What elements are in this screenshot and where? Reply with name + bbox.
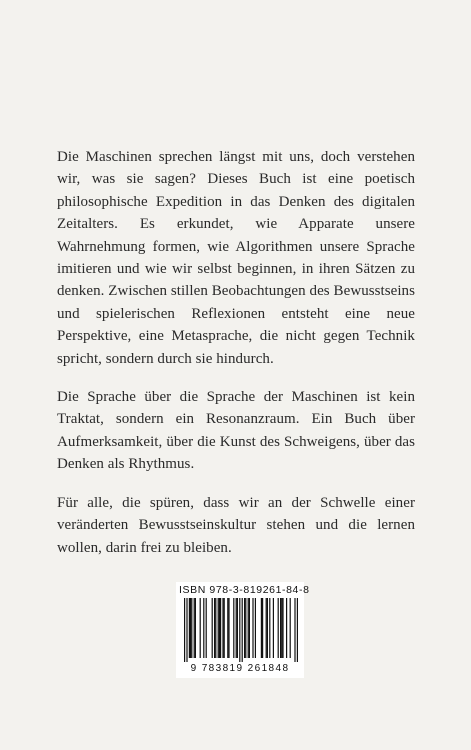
barcode-bar: [190, 598, 191, 658]
barcode-bar: [191, 598, 192, 658]
barcode-bars: [180, 598, 300, 662]
barcode-bar: [228, 598, 229, 658]
barcode-bar: [245, 598, 246, 658]
barcode-bar: [273, 598, 274, 658]
isbn-label: ISBN 978-3-819261-84-8: [179, 584, 310, 596]
barcode-bar: [252, 598, 253, 658]
barcode-bar: [280, 598, 281, 658]
blurb-paragraph-2: Die Sprache über die Sprache der Maschinen ist kein Traktat, sondern ein Resonanzraum. Ein Buch über Aufmerksamkeit, über die Kunst des Schweigens, über das Denken als Rhythmus.: [57, 389, 415, 473]
barcode-bar: [236, 598, 237, 658]
barcode-bar: [286, 598, 287, 658]
barcode-bar: [218, 598, 219, 658]
barcode-bar: [224, 598, 225, 658]
blurb-paragraph-1: Die Maschinen sprechen längst mit uns, doch verstehen wir, was sie sagen? Dieses Buch ist eine poetisch philosophische Expedition in das Denken des digitalen Zeitalters. Es erkundet, wie Apparate unsere Wahrnehmung formen, wie Algorithmen unsere Sprache imitieren und wie wir selbst beginnen, in ihren Sätzen zu denken. Zwischen stillen Beobachtungen des Bewusstseins und spielerischen Reflexionen entsteht eine neue Perspektive, eine Metasprache, die nicht gegen Technik spricht, sondern durch sie hindurch.: [57, 149, 415, 367]
barcode-bar: [203, 598, 204, 658]
barcode-bar: [184, 598, 185, 662]
barcode-bar: [267, 598, 268, 658]
barcode-bar: [189, 598, 190, 658]
barcode-bar: [212, 598, 213, 658]
barcode-bar: [194, 598, 195, 658]
barcode-bar: [248, 598, 249, 658]
barcode-bar: [195, 598, 196, 658]
barcode-bar: [200, 598, 201, 658]
barcode-bar: [227, 598, 228, 658]
barcode-bar: [214, 598, 215, 658]
barcode-digits: 9 783819 261848: [190, 663, 290, 674]
barcode-bar: [242, 598, 243, 662]
barcode-bar: [255, 598, 256, 658]
barcode-bar: [294, 598, 295, 662]
barcode-bar: [249, 598, 250, 658]
barcode-bar: [206, 598, 207, 658]
barcode-bar: [215, 598, 216, 658]
barcode-bar: [266, 598, 267, 658]
barcode-bar: [261, 598, 262, 658]
barcode-bar: [269, 598, 270, 658]
barcode-bar: [219, 598, 220, 658]
barcode-bar: [237, 598, 238, 658]
barcode-bar: [239, 598, 240, 662]
barcode-bar: [244, 598, 245, 658]
barcode-bar: [297, 598, 298, 662]
blurb-text: [57, 146, 415, 575]
isbn-barcode: [176, 582, 310, 678]
barcode-bar: [222, 598, 223, 658]
barcode-bar: [186, 598, 187, 662]
barcode-bar: [278, 598, 279, 658]
barcode-bar: [233, 598, 234, 658]
barcode-bar: [290, 598, 291, 658]
barcode-bar: [281, 598, 282, 658]
blurb-paragraph-3: Für alle, die spüren, dass wir an der Schwelle einer veränderten Bewusstseinskultur stehen und die lernen wollen, darin frei zu bleiben.: [57, 494, 415, 556]
barcode-bar: [262, 598, 263, 658]
barcode-bar: [282, 598, 283, 658]
barcode-bar: [220, 598, 221, 658]
